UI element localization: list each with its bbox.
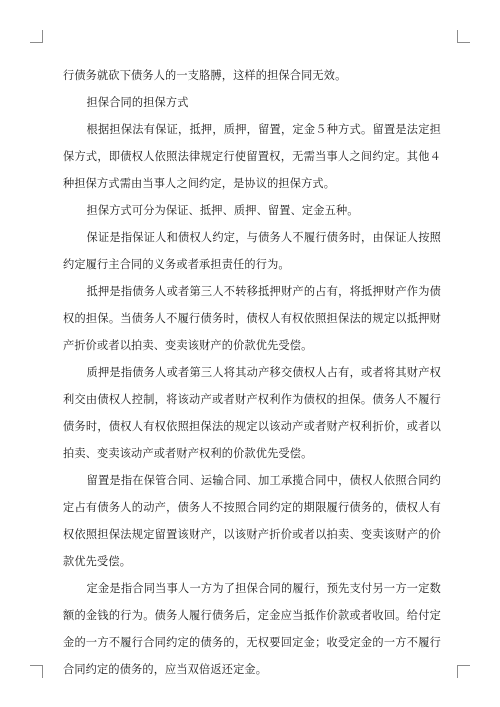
paragraph-continuation: 行债务就砍下债务人的一支胳膊，这样的担保合同无效。 xyxy=(63,69,347,82)
page-corner-mark-top-left xyxy=(30,30,43,43)
page-corner-mark-bottom-right xyxy=(457,665,470,678)
paragraph-lien: 留置是指在保管合同、运输合同、加工承揽合同中，债权人依照合同约定占有债务人的动产，债务人不按照合同约定的期限履行债务的，债权人有权依照担保法规定留置该财产，以该财产折价或者以拍卖、变卖该财产的价款优先受偿。 xyxy=(63,474,441,568)
page-corner-mark-top-right xyxy=(457,30,470,43)
paragraph-deposit: 定金是指合同当事人一方为了担保合同的履行，预先支付另一方一定数额的金钱的行为。债务人履行债务后，定金应当抵作价款或者收回。给付定金的一方不履行合同约定的债务的，无权要回定金；收受定金的一方不履行合同约定的债务的，应当双倍返还定金。 xyxy=(63,582,441,676)
page-corner-mark-bottom-left xyxy=(30,665,43,678)
section-heading: 担保合同的担保方式 xyxy=(86,96,189,109)
paragraph-five-methods: 担保方式可分为保证、抵押、质押、留置、定金五种。 xyxy=(86,204,359,217)
paragraph-suretyship: 保证是指保证人和债权人约定，与债务人不履行债务时，由保证人按照约定履行主合同的义务或者承担责任的行为。 xyxy=(63,231,441,271)
paragraph-pledge: 质押是指债务人或者第三人将其动产移交债权人占有，或者将其财产权利交由债权人控制，将该动产或者财产权利作为债权的担保。债务人不履行债务时，债权人有权依照担保法的规定以该动产或者财产权利折价，或者以拍卖、变卖该动产或者财产权利的价款优先受偿。 xyxy=(63,366,441,460)
document-body xyxy=(63,62,441,683)
paragraph-guarantee-methods: 根据担保法有保证，抵押，质押，留置，定金５种方式。留置是法定担保方式，即债权人依照法律规定行使留置权，无需当事人之间约定。其他４种担保方式需由当事人之间约定，是协议的担保方式。 xyxy=(63,123,441,190)
paragraph-mortgage: 抵押是指债务人或者第三人不转移抵押财产的占有，将抵押财产作为债权的担保。当债务人不履行债务时，债权人有权依照担保法的规定以抵押财产折价或者以拍卖、变卖该财产的价款优先受偿。 xyxy=(63,285,441,352)
